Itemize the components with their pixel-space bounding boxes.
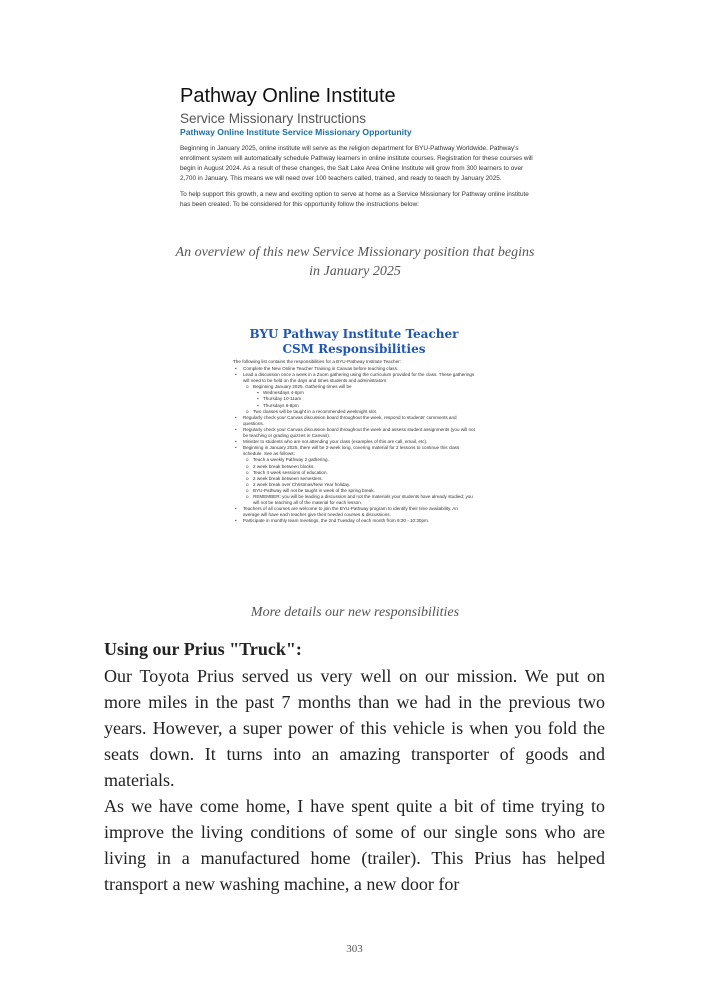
responsibility-item: o Teach 4 week sessions of education. [233, 470, 475, 476]
pathway-instructions-image [180, 83, 540, 231]
responsibilities-list [233, 366, 475, 524]
responsibility-item: • Participate in monthly team meetings, the 2nd Tuesday of each month from 9:30 - 10:30pm. [233, 518, 475, 524]
responsibility-item: • Minister to students who are not attending your class (examples of this are call, email, etc). [233, 439, 475, 445]
figure2-intro: The following list contains the responsibilities for a BYU-Pathway Institute Teacher: [233, 359, 401, 364]
section-heading: Using our Prius "Truck": [104, 639, 302, 659]
responsibility-item: • Regularly check your Canvas discussion board throughout the week and assess student assignments (you will not be teaching or grading quizzes in Canvas). [233, 427, 475, 439]
figure2-title-line1: BYU Pathway Institute Teacher [249, 327, 459, 341]
figure2-caption: More details our new responsibilities [250, 605, 460, 620]
figure1-subtitle: Service Missionary Instructions [180, 111, 367, 126]
csm-responsibilities-image [233, 327, 475, 585]
responsibility-item: • Teachers of all courses are welcome to join the BYU-Pathway program to identify their time availability. An average will have each teacher give their needed courses & discussions. [233, 506, 475, 518]
responsibility-item: ▪ Thursday 10-11am [233, 396, 475, 402]
figure1-caption: An overview of this new Service Missionary position that begins in January 2025 [175, 245, 535, 279]
responsibility-item: o 2 week break between blocks. [233, 464, 475, 470]
responsibility-item: o BYU-Pathway will not be taught in week of the spring break. [233, 488, 475, 494]
responsibility-item: o 2 week break between semesters. [233, 476, 475, 482]
responsibility-item: o Teach a weekly Pathway 2 gathering. [233, 457, 475, 463]
responsibility-item: o Beginning January 2025. Gathering times will be [233, 384, 475, 390]
responsibility-item: • Lead a discussion once a week in a Zoom gathering using the curriculum provided for the class. These gatherings will need to be held on the days and times students and administrators [233, 372, 475, 384]
body-paragraph-2: As we have come home, I have spent quite a bit of time trying to improve the living conditions of some of our single sons who are living in a manufactured home (trailer). This Prius has helped transport a new washing machine, a new door for [104, 796, 605, 894]
responsibility-item: • Complete the New Online Teacher Training in Canvas before teaching class. [233, 366, 475, 372]
page-number: 303 [346, 943, 363, 955]
responsibility-item: o 2 week break over Christmas/New Year holiday. [233, 482, 475, 488]
responsibility-item: • Beginning in January 2025, there will be 2-week long, covering material for 2 lessons to continue this class schedule. See as follows: [233, 445, 475, 457]
responsibility-item: • Regularly check your Canvas discussion board throughout the week, respond to students' comments and questions. [233, 415, 475, 427]
section-body [104, 663, 605, 897]
figure1-paragraph-1: Beginning in January 2025, online institute will serve as the religion department for BYU-Pathway Worldwide. Pathway's enrollment system will automatically schedule Pathway learners in online institute courses. Registration for these courses will begin in August 2024. As a result of these changes, the Salt Lake Area Online Institute will grow from 300 learners to over 2,700 in January. This means we will need over 100 teachers called, trained, and ready to teach by January 2025. [180, 145, 533, 182]
figure1-title: Pathway Online Institute [180, 85, 396, 107]
responsibility-item: o Two classes will be taught in a recommended weeknight slot. [233, 409, 475, 415]
figure1-heading: Pathway Online Institute Service Missionary Opportunity [180, 127, 412, 137]
body-paragraph-1: Our Toyota Prius served us very well on our mission. We put on more miles in the past 7 months than we had in the previous two years. However, a super power of this vehicle is when you fold the seats down. It turns into an amazing transporter of goods and materials. [104, 666, 605, 790]
figure1-paragraph-2: To help support this growth, a new and exciting option to serve at home as a Service Missionary for Pathway online institute has been created. To be considered for this opportunity follow the instructions below: [180, 191, 529, 208]
responsibility-item: ▪ Thursdays 6-8pm [233, 403, 475, 409]
responsibility-item: o REMEMBER: you will be leading a discussion and not the materials your students have already studied; you will not be teaching all of the material for each lesson. [233, 494, 475, 506]
responsibility-item: ▪ Wednesdays 4-6pm [233, 390, 475, 396]
figure2-title-line2: CSM Responsibilities [282, 342, 426, 356]
